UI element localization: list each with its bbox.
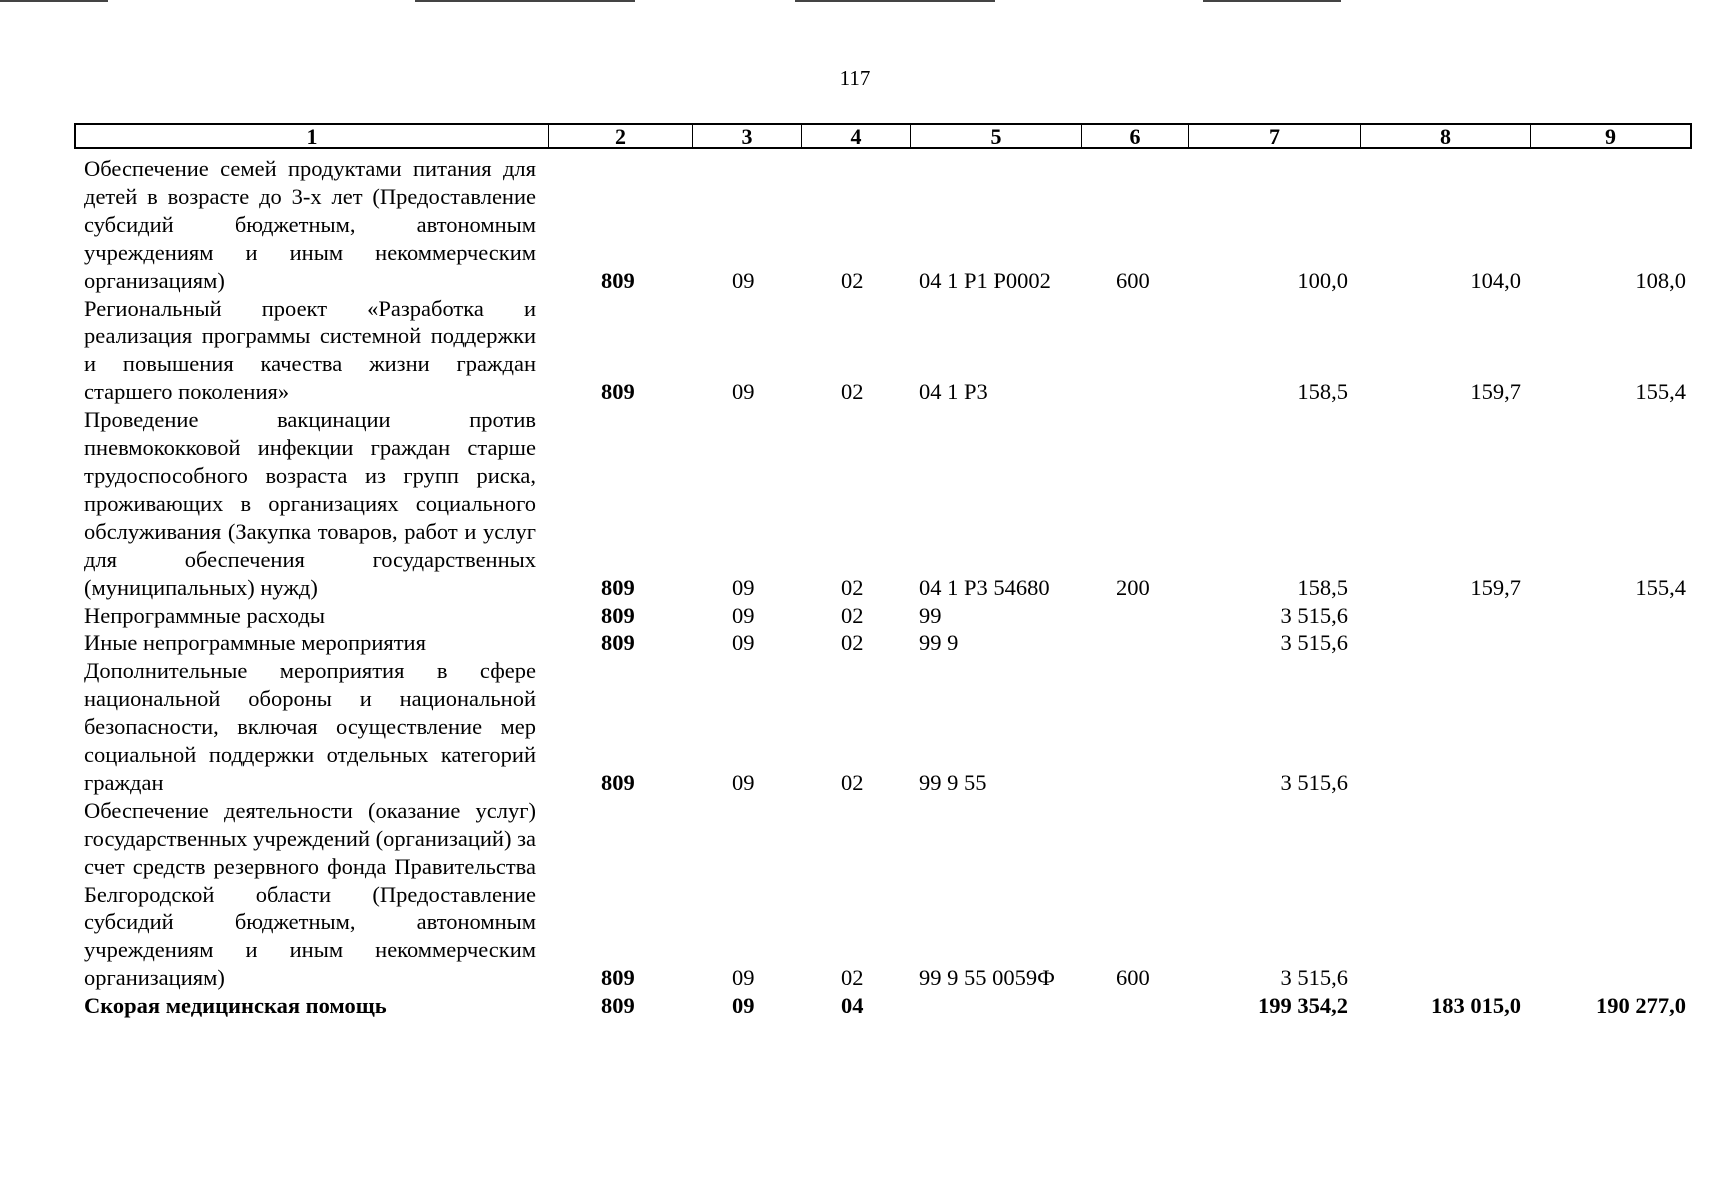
- cell-amount-1: 3 515,6: [1280, 630, 1348, 656]
- scan-edge-mark: [795, 0, 995, 2]
- cell-target-article: 04 1 Р3 54680: [919, 574, 1050, 600]
- header-cell: 4: [802, 125, 911, 147]
- cell-amount-2: 159,7: [1470, 379, 1521, 405]
- header-cell: 6: [1082, 125, 1189, 147]
- cell-amount-3: 155,4: [1635, 379, 1686, 405]
- cell-subsection: 02: [841, 379, 864, 405]
- cell-section: 09: [732, 993, 755, 1019]
- cell-subsection: 02: [841, 602, 864, 628]
- cell-amount-1: 158,5: [1297, 379, 1348, 405]
- cell-section: 09: [732, 965, 755, 991]
- cell-ministry-code: 809: [601, 602, 635, 628]
- scan-edge-mark: [0, 0, 108, 2]
- row-description: Иные непрограммные мероприятия: [84, 630, 426, 656]
- cell-amount-3: 190 277,0: [1596, 993, 1686, 1019]
- table-header: [74, 123, 1692, 149]
- cell-target-article: 04 1 Р1 Р0002: [919, 267, 1051, 293]
- row-description: Обеспечение деятельности (оказание услуг) государственных учреждений (организаций) за счет средств резервного фонда Правительства Белгородской области (Предоставление субсидий бюджетным, автономным учреждениям и иным некоммерческим организациям): [84, 797, 536, 991]
- row-description: Непрограммные расходы: [84, 602, 325, 628]
- header-cell: 5: [911, 125, 1082, 147]
- table-row: [0, 797, 1710, 992]
- cell-section: 09: [732, 630, 755, 656]
- cell-section: 09: [732, 769, 755, 795]
- row-description: Обеспечение семей продуктами питания для детей в возрасте до 3-х лет (Предоставление субсидий бюджетным, автономным учреждениям и иным некоммерческим организациям): [84, 156, 536, 293]
- cell-ministry-code: 809: [601, 769, 635, 795]
- cell-amount-3: 108,0: [1635, 267, 1686, 293]
- cell-expense-type: 200: [1116, 574, 1150, 600]
- cell-ministry-code: 809: [601, 574, 635, 600]
- cell-amount-1: 100,0: [1297, 267, 1348, 293]
- header-cell: 8: [1361, 125, 1531, 147]
- cell-subsection: 02: [841, 630, 864, 656]
- table-row: [0, 657, 1710, 797]
- cell-target-article: 99 9: [919, 630, 959, 656]
- row-description: Проведение вакцинации против пневмококковой инфекции граждан старше трудоспособного возраста из групп риска, проживающих в организациях социального обслуживания (Закупка товаров, работ и услуг для обеспечения государственных (муниципальных) нужд): [84, 407, 536, 600]
- header-cell: 1: [76, 125, 549, 147]
- cell-amount-1: 3 515,6: [1280, 602, 1348, 628]
- table-row: [0, 295, 1710, 407]
- cell-subsection: 02: [841, 267, 864, 293]
- table-row: [0, 406, 1710, 601]
- cell-amount-1: 158,5: [1297, 574, 1348, 600]
- cell-subsection: 02: [841, 769, 864, 795]
- cell-subsection: 02: [841, 574, 864, 600]
- cell-amount-1: 3 515,6: [1280, 965, 1348, 991]
- header-cell: 3: [693, 125, 802, 147]
- cell-section: 09: [732, 602, 755, 628]
- header-cell: 7: [1189, 125, 1361, 147]
- cell-target-article: 99 9 55 0059Ф: [919, 965, 1055, 991]
- cell-ministry-code: 809: [601, 993, 635, 1019]
- cell-amount-3: 155,4: [1635, 574, 1686, 600]
- page-number: 117: [839, 66, 871, 90]
- cell-amount-2: 159,7: [1470, 574, 1521, 600]
- cell-ministry-code: 809: [601, 630, 635, 656]
- header-cell: 9: [1605, 124, 1616, 149]
- cell-section: 09: [732, 267, 755, 293]
- cell-ministry-code: 809: [601, 267, 635, 293]
- scan-edge-mark: [415, 0, 635, 2]
- table-row: [0, 602, 1710, 630]
- cell-section: 09: [732, 574, 755, 600]
- header-cell: 2: [549, 125, 693, 147]
- cell-subsection: 02: [841, 965, 864, 991]
- row-description: Региональный проект «Разработка и реализация программы системной поддержки и повышения качества жизни граждан старшего поколения»: [84, 295, 536, 405]
- cell-ministry-code: 809: [601, 965, 635, 991]
- table-row-total: [0, 992, 1710, 1020]
- cell-amount-2: 183 015,0: [1431, 993, 1521, 1019]
- cell-expense-type: 600: [1116, 965, 1150, 991]
- cell-amount-1: 199 354,2: [1258, 993, 1348, 1019]
- cell-target-article: 99 9 55: [919, 769, 987, 795]
- cell-section: 09: [732, 379, 755, 405]
- table-row: [0, 629, 1710, 657]
- cell-subsection: 04: [841, 993, 864, 1019]
- cell-target-article: 99: [919, 602, 942, 628]
- table-body: [0, 155, 1710, 1020]
- scan-edge-mark: [1203, 0, 1341, 2]
- cell-amount-2: 104,0: [1470, 267, 1521, 293]
- cell-amount-1: 3 515,6: [1280, 769, 1348, 795]
- cell-ministry-code: 809: [601, 379, 635, 405]
- cell-expense-type: 600: [1116, 267, 1150, 293]
- cell-target-article: 04 1 Р3: [919, 379, 988, 405]
- row-description: Дополнительные мероприятия в сфере национальной обороны и национальной безопасности, включая осуществление мер социальной поддержки отдельных категорий граждан: [84, 658, 536, 795]
- row-description: Скорая медицинская помощь: [84, 993, 387, 1019]
- table-row: [0, 155, 1710, 295]
